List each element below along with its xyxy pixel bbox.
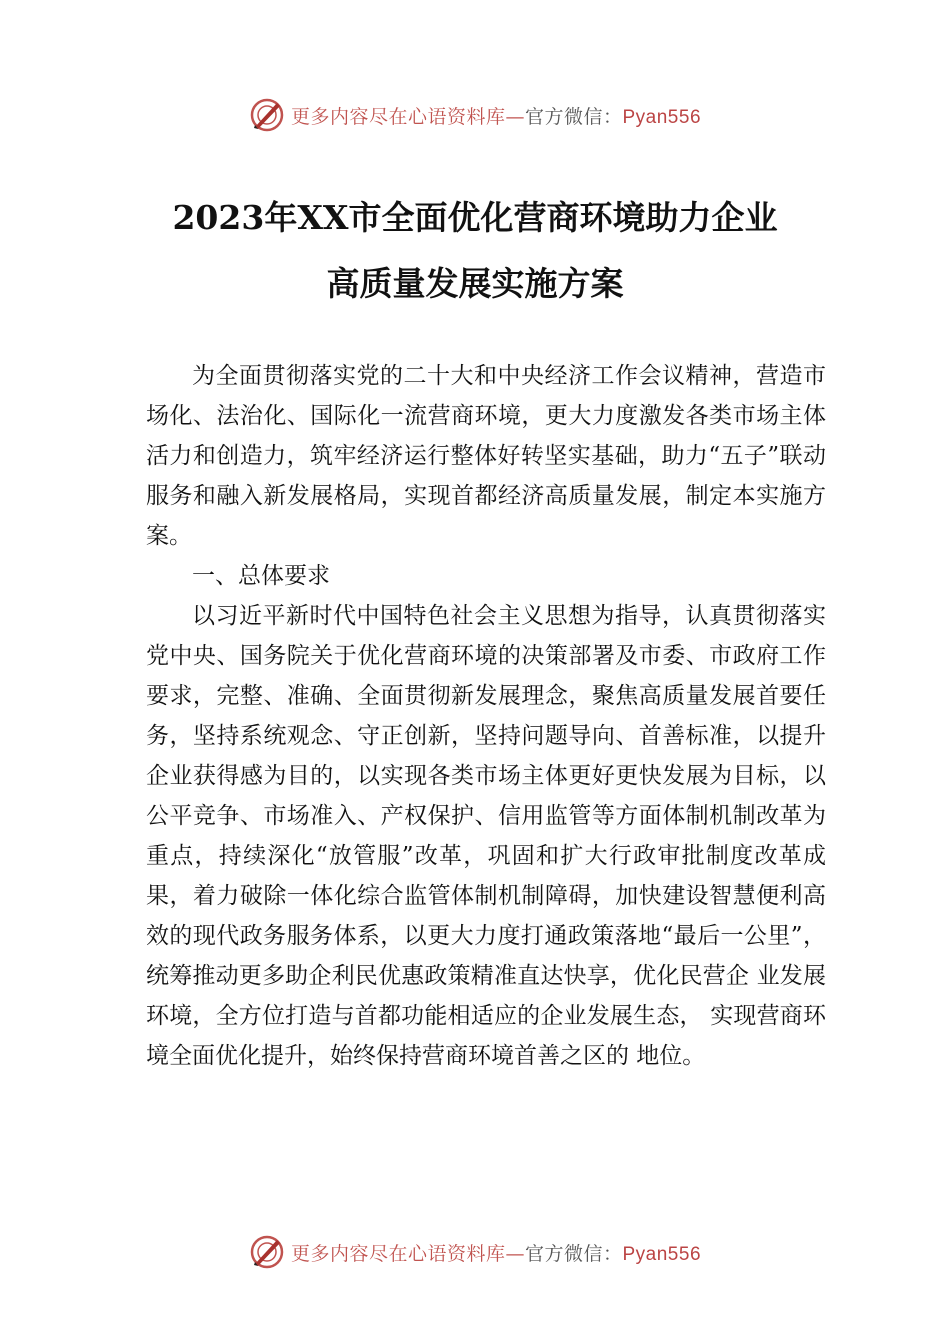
- banner-brand: 更多内容尽在心语资料库: [290, 1242, 506, 1265]
- banner-wechat-id: Pyan556: [622, 1243, 702, 1265]
- brush-logo-icon: [249, 1234, 285, 1270]
- banner-text: [291, 102, 701, 129]
- banner-wechat-id: Pyan556: [622, 106, 702, 128]
- paragraph-intro: 为全面贯彻落实党的二十大和中央经济工作会议精神，营造市场化、法治化、国际化一流营商环境，更大力度激发各类市场主体活力和创造力，筑牢经济运行整体好转坚实基础，助力“五子”联动服务和融入新发展格局，实现首都经济高质量发展，制定本实施方案。: [146, 363, 826, 549]
- section-heading: 一、总体要求: [192, 563, 330, 589]
- banner-separator: —: [505, 105, 525, 128]
- footer-banner: [0, 1232, 950, 1272]
- brush-logo-icon: [249, 97, 285, 133]
- banner-brand: 更多内容尽在心语资料库: [290, 105, 506, 128]
- document-title-line1: 2023年XX市全面优化营商环境助力企业: [172, 198, 778, 237]
- banner-separator: —: [505, 1242, 525, 1265]
- document-title-line2: 高质量发展实施方案: [326, 264, 624, 303]
- banner-label: 官方微信：: [524, 1242, 623, 1265]
- document-body: [146, 356, 826, 1076]
- header-banner: [0, 95, 950, 135]
- banner-label: 官方微信：: [524, 105, 623, 128]
- banner-text: [291, 1239, 701, 1266]
- paragraph-requirements: 以习近平新时代中国特色社会主义思想为指导，认真贯彻落实党中央、国务院关于优化营商环境的决策部署及市委、市政府工作要求，完整、准确、全面贯彻新发展理念，聚焦高质量发展首要任务，坚持系统观念、守正创新，坚持问题导向、首善标准，以提升企业获得感为目的，以实现各类市场主体更好更快发展为目标，以公平竞争、市场准入、产权保护、信用监管等方面体制机制改革为重点，持续深化“放管服”改革，巩固和扩大行政审批制度改革成果，着力破除一体化综合监管体制机制障碍，加快建设智慧便利高效的现代政务服务体系，以更大力度打通政策落地“最后一公里”， 统筹推动更多助企利民优惠政策精准直达快享，优化民营企 业发展环境，全方位打造与首都功能相适应的企业发展生态， 实现营商环境全面优化提升，始终保持营商环境首善之区的 地位。: [146, 603, 826, 1069]
